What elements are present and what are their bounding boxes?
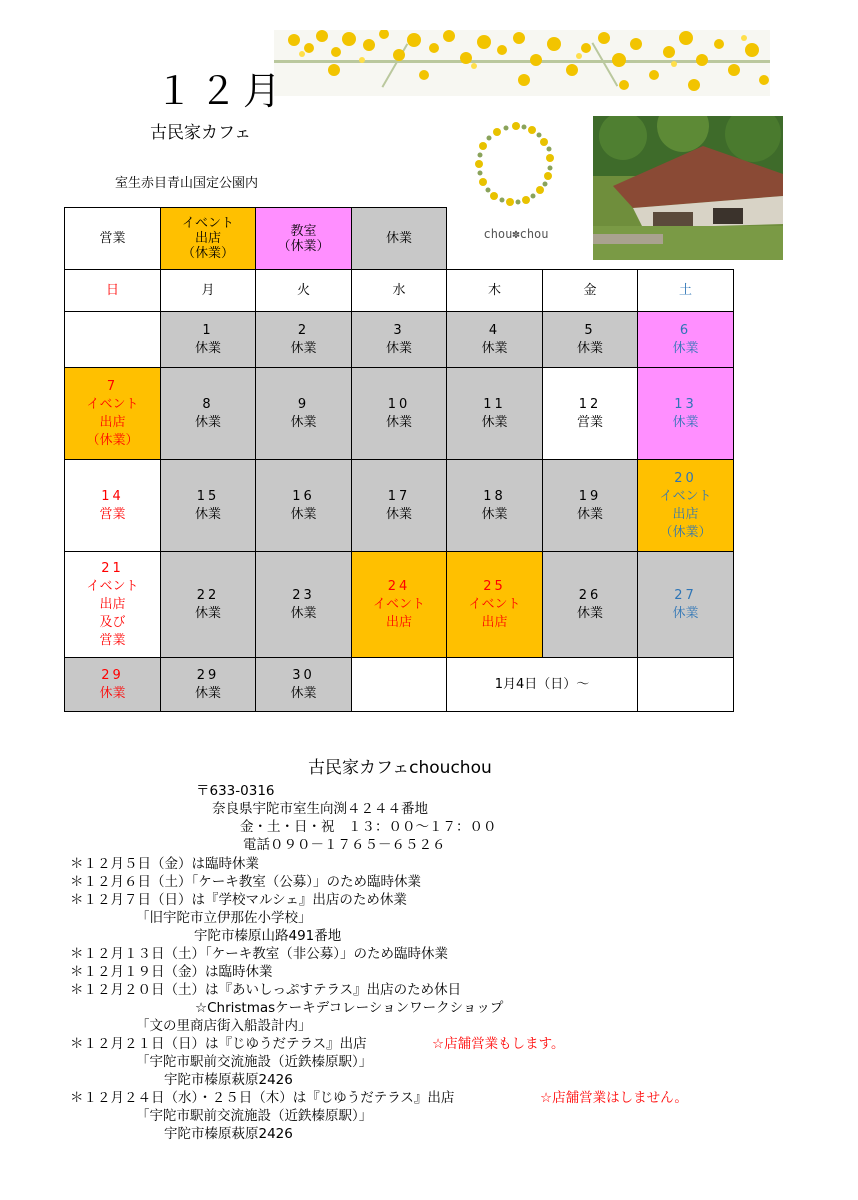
weekday-fri: 金: [543, 270, 638, 312]
weekday-wed: 水: [352, 270, 447, 312]
note-line: 宇陀市榛原萩原2426: [164, 1126, 293, 1142]
legend-open: 営業: [65, 208, 161, 270]
calendar-table: [64, 207, 734, 712]
weekday-tue: 火: [256, 270, 352, 312]
week-row: [65, 368, 734, 460]
day-cell: 20 イベント 出店 （休業）: [638, 460, 734, 552]
week-row: [65, 312, 734, 368]
day-cell: 6 休業: [638, 312, 734, 368]
weekday-sun: 日: [65, 270, 161, 312]
note-line: ＊１２月２０日（土）は『あいしっぷすテラス』出店のため休日: [70, 982, 462, 998]
day-cell: 17 休業: [352, 460, 447, 552]
day-cell: 30 休業: [256, 658, 352, 712]
day-cell: 8 休業: [161, 368, 256, 460]
note-line: 「旧宇陀市立伊那佐小学校」: [136, 910, 312, 926]
day-cell: 7 イベント 出店 （休業）: [65, 368, 161, 460]
day-cell: 29 休業: [65, 658, 161, 712]
legend-event: イベント 出店 （休業）: [161, 208, 256, 270]
day-cell: 15 休業: [161, 460, 256, 552]
note-line: ＊１２月７日（日）は『学校マルシェ』出店のため休業: [70, 892, 407, 908]
note-line: ＊１２月２１日（日）は『じゆうだテラス』出店: [70, 1036, 367, 1052]
day-cell: 4 休業: [447, 312, 543, 368]
day-cell: 14 営業: [65, 460, 161, 552]
day-cell: 13 休業: [638, 368, 734, 460]
business-hours: 金・土・日・祝 １３：００～１７：００: [240, 819, 497, 835]
day-cell: 5 休業: [543, 312, 638, 368]
note-line: 「宇陀市駅前交流施設（近鉄榛原駅）」: [136, 1054, 373, 1070]
day-cell: 12 営業: [543, 368, 638, 460]
week-row: [65, 552, 734, 658]
day-cell: 2 休業: [256, 312, 352, 368]
day-cell: 11 休業: [447, 368, 543, 460]
note-highlight: ☆店舗営業はしません。: [540, 1090, 688, 1106]
postal-code: 〒633-0316: [196, 783, 275, 799]
day-cell: 21 イベント 出店 及び 営業: [65, 552, 161, 658]
weekday-mon: 月: [161, 270, 256, 312]
day-cell-empty: [65, 312, 161, 368]
note-line: ＊１２月２４日（水）・２５日（木）は『じゆうだテラス』出店: [70, 1090, 455, 1106]
note-line: ＊１２月１３日（土）「ケーキ教室（非公募）」のため臨時休業: [70, 946, 448, 962]
note-line: 宇陀市榛原山路491番地: [194, 928, 342, 944]
day-cell: 26 休業: [543, 552, 638, 658]
note-line: 「宇陀市駅前交流施設（近鉄榛原駅）」: [136, 1108, 373, 1124]
weekday-thu: 木: [447, 270, 543, 312]
note-highlight: ☆店舗営業もします。: [432, 1036, 565, 1052]
week-row: [65, 658, 734, 712]
address: 奈良県宇陀市室生向渕４２４４番地: [212, 801, 428, 817]
day-cell: 24 イベント 出店: [352, 552, 447, 658]
day-cell: 3 休業: [352, 312, 447, 368]
day-cell: 29 休業: [161, 658, 256, 712]
legend-spacer: [447, 208, 734, 270]
day-cell: 22 休業: [161, 552, 256, 658]
note-line: ＊１２月６日（土）「ケーキ教室（公募）」のため臨時休業: [70, 874, 421, 890]
day-cell: 23 休業: [256, 552, 352, 658]
week-row: [65, 460, 734, 552]
day-cell-empty: [352, 658, 447, 712]
page-title: １２月: [155, 69, 288, 113]
day-cell: 25 イベント 出店: [447, 552, 543, 658]
day-cell: 9 休業: [256, 368, 352, 460]
info-title: 古民家カフェchouchou: [308, 758, 492, 778]
phone: 電話０９０－１７６５－６５２６: [243, 837, 446, 853]
day-cell: 27 休業: [638, 552, 734, 658]
day-cell: 10 休業: [352, 368, 447, 460]
weekday-sat: 土: [638, 270, 734, 312]
day-cell: 19 休業: [543, 460, 638, 552]
day-cell: 16 休業: [256, 460, 352, 552]
logo-text: chou✽chou: [483, 227, 549, 241]
next-open-date: 1月4日（日）～: [447, 658, 638, 712]
note-line: 宇陀市榛原萩原2426: [164, 1072, 293, 1088]
mimosa-banner-image: [274, 30, 770, 96]
location-text: 室生赤目青山国定公園内: [115, 176, 259, 191]
cafe-subtitle: 古民家カフェ: [150, 123, 252, 143]
day-cell: 18 休業: [447, 460, 543, 552]
note-line: ＊１２月５日（金）は臨時休業: [70, 856, 259, 872]
day-cell-empty: [638, 658, 734, 712]
day-cell: 1 休業: [161, 312, 256, 368]
legend-closed: 休業: [352, 208, 447, 270]
weekday-header-row: [65, 270, 734, 312]
note-line: ＊１２月１９日（金）は臨時休業: [70, 964, 273, 980]
legend-row: [65, 208, 734, 270]
legend-class: 教室 （休業）: [256, 208, 352, 270]
note-line: ☆Christmasケーキデコレーションワークショップ: [195, 1000, 504, 1016]
note-line: 「文の里商店街入船設計内」: [136, 1018, 312, 1034]
